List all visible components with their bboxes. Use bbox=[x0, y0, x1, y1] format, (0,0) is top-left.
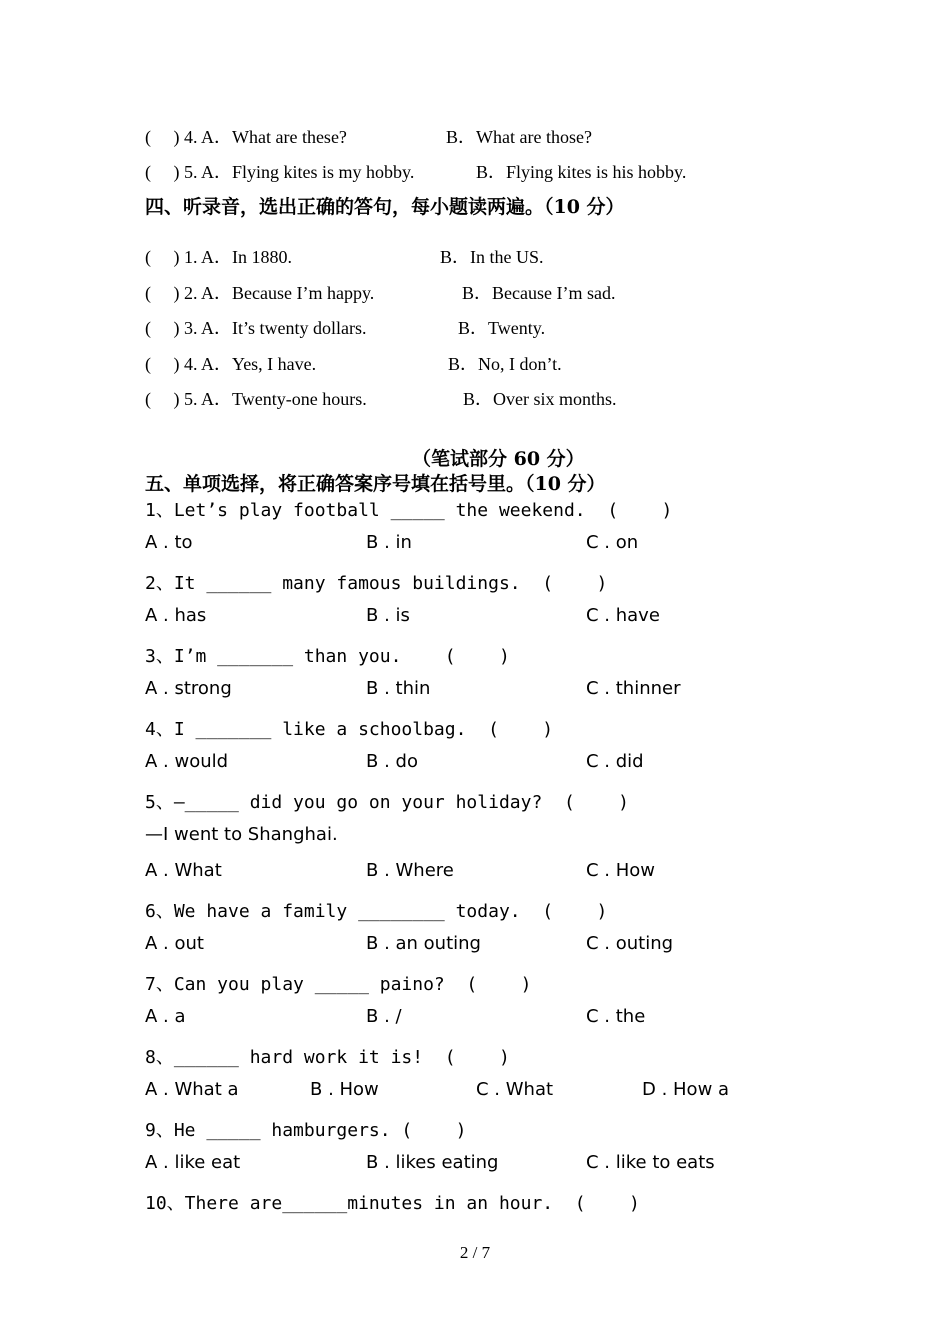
listening-item-5-right: B．Flying kites is his hobby. bbox=[476, 162, 687, 182]
q6-option-a: A . out bbox=[145, 933, 204, 954]
q7-option-c: C . the bbox=[586, 1006, 646, 1027]
question-7: 7、Can you play _____ paino? ( ) bbox=[145, 974, 532, 995]
listening-item-5-left: ( ) 5. A．Flying kites is my hobby. bbox=[145, 162, 415, 182]
q1-option-c: C . on bbox=[586, 532, 639, 553]
s4-item-2-right: B．Because I’m sad. bbox=[462, 283, 616, 303]
page-number: 2 / 7 bbox=[459, 1243, 491, 1262]
s4-item-3-left: ( ) 3. A．It’s twenty dollars. bbox=[145, 318, 367, 338]
s4-item-5-right: B．Over six months. bbox=[463, 389, 617, 409]
q4-option-c: C . did bbox=[586, 751, 644, 772]
q3-option-a: A . strong bbox=[145, 678, 232, 699]
s4-item-5-left: ( ) 5. A．Twenty-one hours. bbox=[145, 389, 367, 409]
written-part-title: （笔试部分 60 分） bbox=[412, 448, 585, 470]
question-1: 1、Let’s play football _____ the weekend. ( ) bbox=[145, 500, 673, 521]
q2-option-c: C . have bbox=[586, 605, 660, 626]
q4-option-a: A . would bbox=[145, 751, 229, 772]
question-3: 3、I’m _______ than you. ( ) bbox=[145, 646, 510, 667]
q7-option-a: A . a bbox=[145, 1006, 186, 1027]
q8-option-b: B . How bbox=[310, 1079, 379, 1100]
q3-option-c: C . thinner bbox=[586, 678, 681, 699]
q9-option-c: C . like to eats bbox=[586, 1152, 715, 1173]
question-5-answer-line: —I went to Shanghai. bbox=[145, 824, 338, 845]
question-9: 9、He _____ hamburgers. ( ) bbox=[145, 1120, 467, 1141]
q5-option-c: C . How bbox=[586, 860, 656, 881]
s4-item-4-right: B．No, I don’t. bbox=[448, 354, 562, 374]
q8-option-d: D . How a bbox=[642, 1079, 730, 1100]
question-4: 4、I _______ like a schoolbag. ( ) bbox=[145, 719, 554, 740]
q9-option-b: B . likes eating bbox=[366, 1152, 499, 1173]
q1-option-a: A . to bbox=[145, 532, 193, 553]
q3-option-b: B . thin bbox=[366, 678, 431, 699]
q9-option-a: A . like eat bbox=[145, 1152, 241, 1173]
q2-option-a: A . has bbox=[145, 605, 207, 626]
s4-item-1-left: ( ) 1. A．In 1880. bbox=[145, 247, 292, 267]
q1-option-b: B . in bbox=[366, 532, 412, 553]
q7-option-b: B . / bbox=[366, 1006, 402, 1027]
q6-option-c: C . outing bbox=[586, 933, 674, 954]
s4-item-2-left: ( ) 2. A．Because I’m happy. bbox=[145, 283, 375, 303]
listening-item-4-right: B．What are those? bbox=[446, 127, 592, 147]
question-5: 5、—_____ did you go on your holiday? ( ) bbox=[145, 792, 629, 813]
q5-option-a: A . What bbox=[145, 860, 222, 881]
section-5-heading: 五、单项选择，将正确答案序号填在括号里。（10 分） bbox=[145, 473, 606, 495]
s4-item-4-left: ( ) 4. A．Yes, I have. bbox=[145, 354, 317, 374]
question-2: 2、It ______ many famous buildings. ( ) bbox=[145, 573, 608, 594]
q4-option-b: B . do bbox=[366, 751, 418, 772]
q5-option-b: B . Where bbox=[366, 860, 454, 881]
q8-option-a: A . What a bbox=[145, 1079, 239, 1100]
s4-item-1-right: B．In the US. bbox=[440, 247, 544, 267]
s4-item-3-right: B．Twenty. bbox=[458, 318, 546, 338]
question-6: 6、We have a family ________ today. ( ) bbox=[145, 901, 608, 922]
q8-option-c: C . What bbox=[476, 1079, 554, 1100]
question-10: 10、There are______minutes in an hour. ( ) bbox=[145, 1193, 640, 1214]
section-4-heading: 四、听录音，选出正确的答句，每小题读两遍。（10 分） bbox=[145, 196, 625, 218]
q6-option-b: B . an outing bbox=[366, 933, 481, 954]
question-8: 8、______ hard work it is! ( ) bbox=[145, 1047, 510, 1068]
q2-option-b: B . is bbox=[366, 605, 410, 626]
listening-item-4-left: ( ) 4. A．What are these? bbox=[145, 127, 347, 147]
